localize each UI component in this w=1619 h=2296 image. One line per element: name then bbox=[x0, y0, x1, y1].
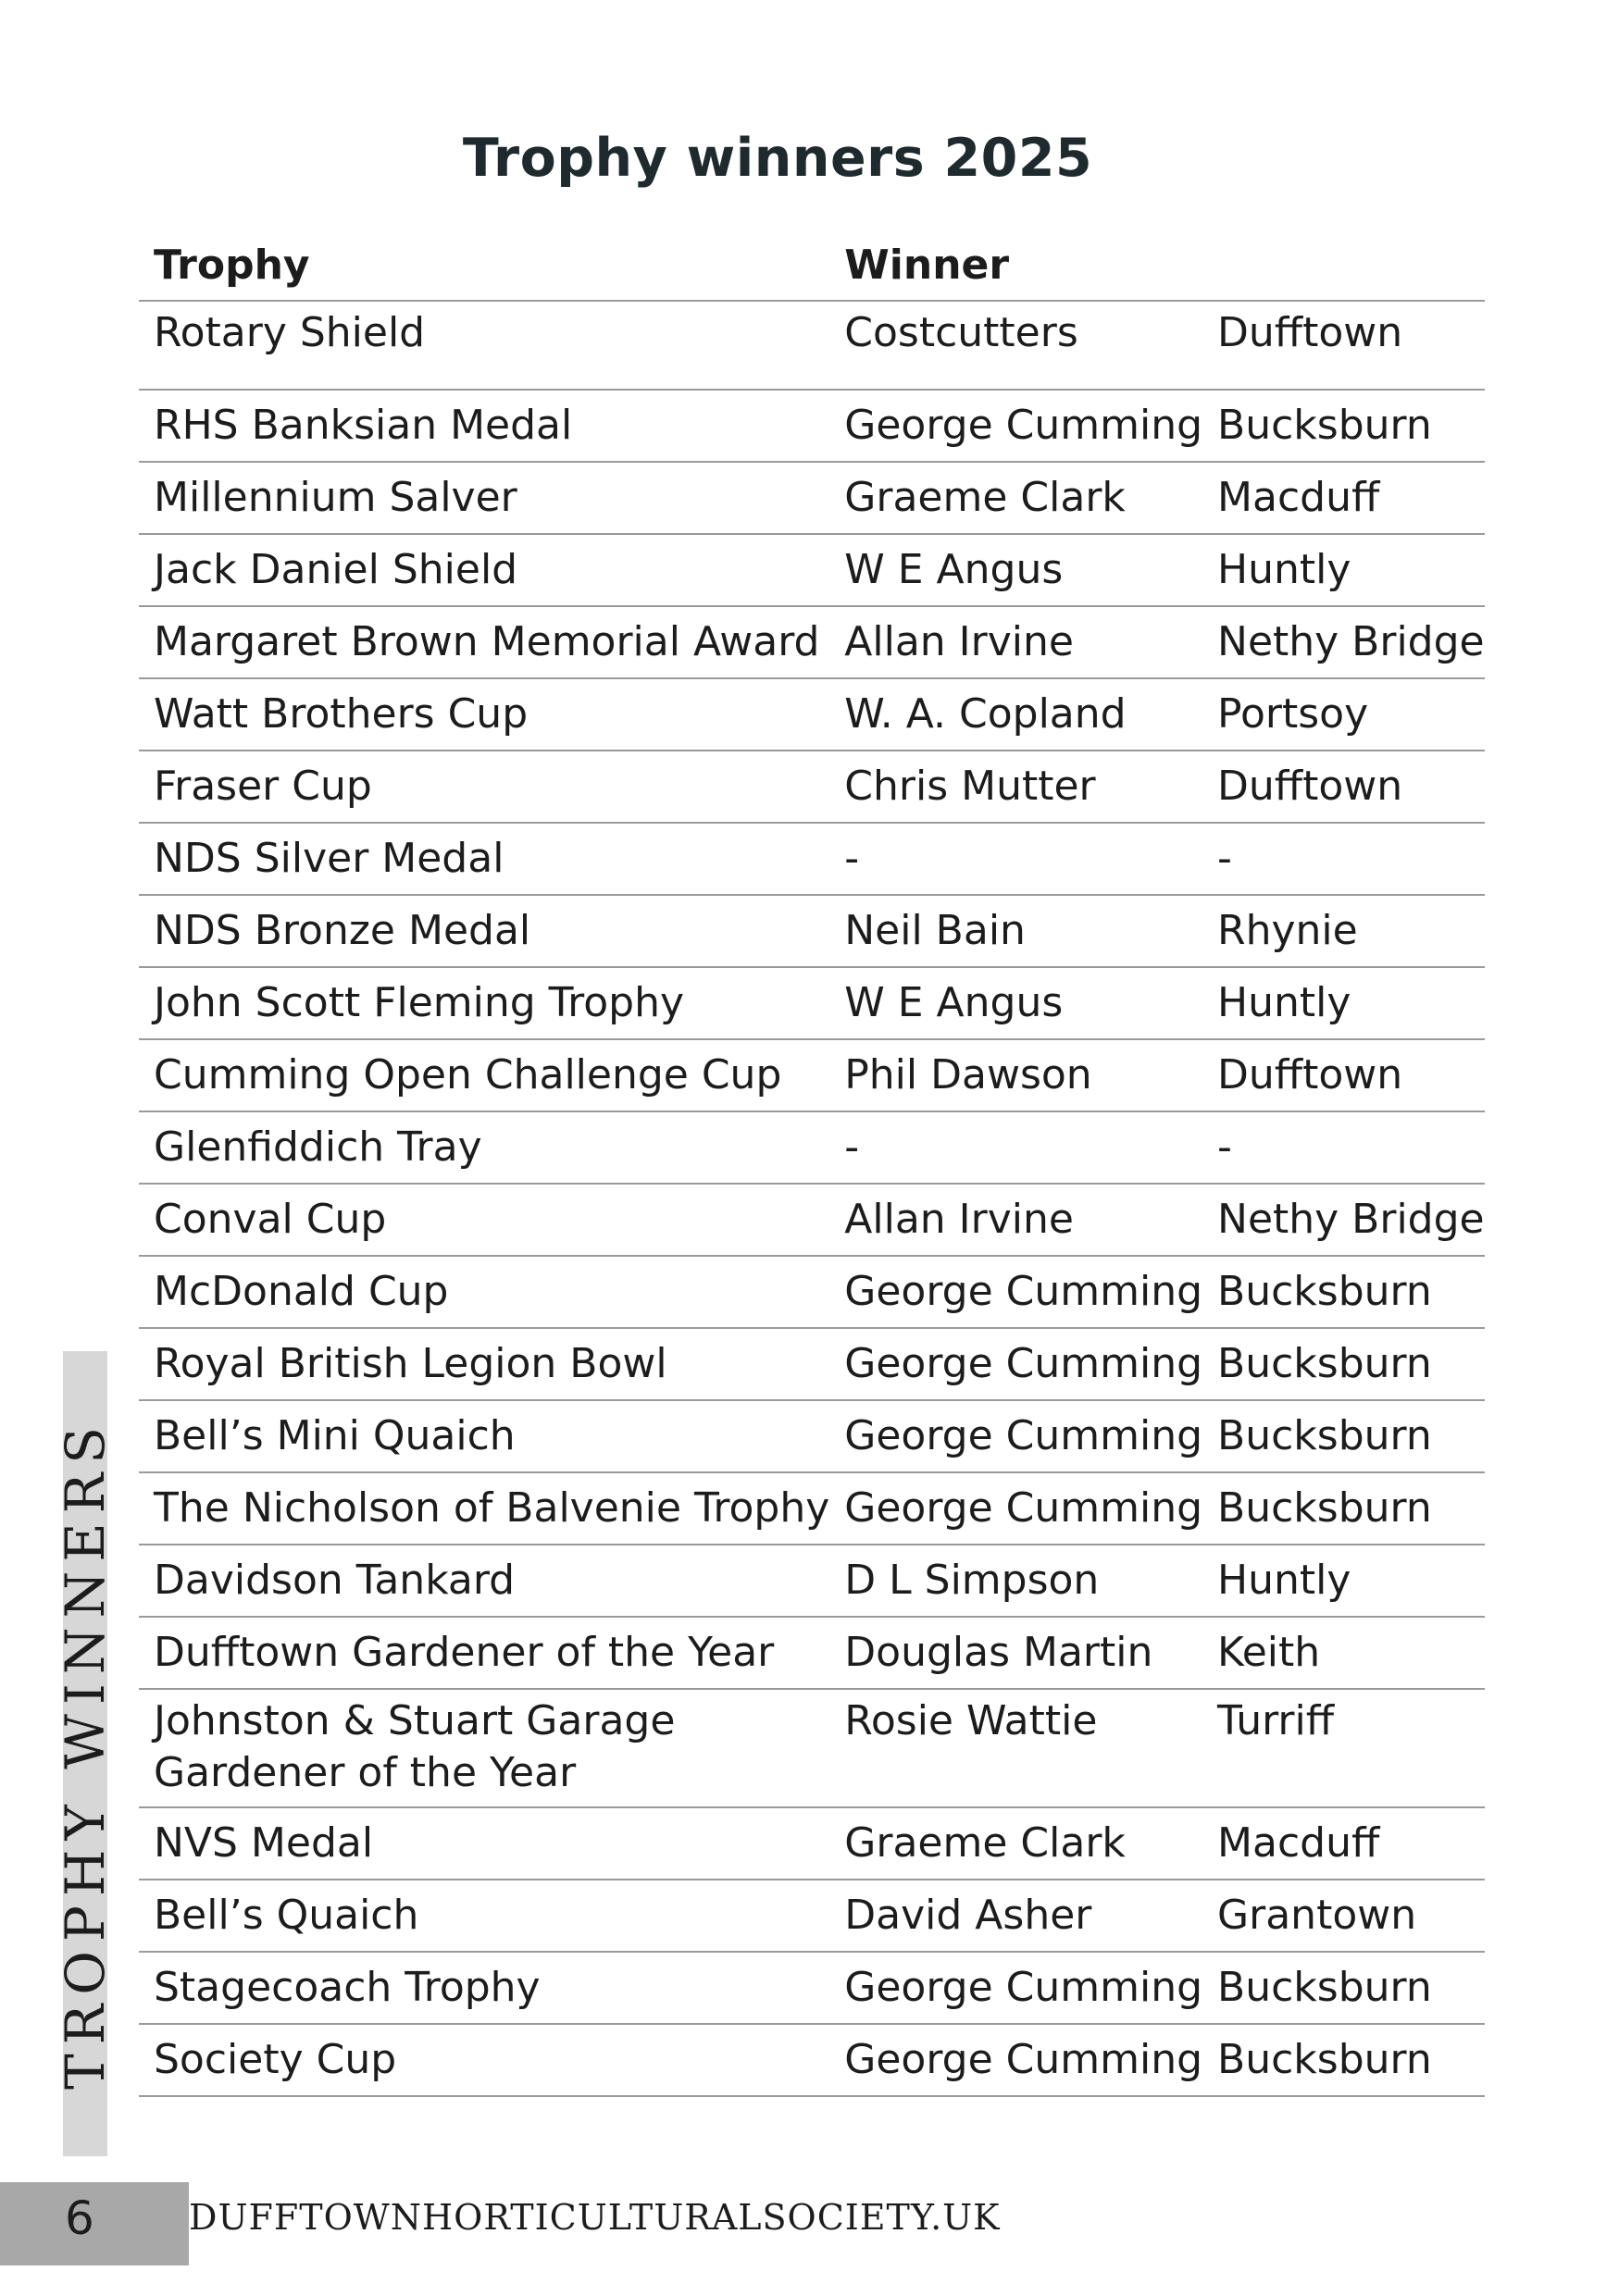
winner-cell: George Cumming bbox=[829, 1472, 1202, 1545]
trophy-cell: Stagecoach Trophy bbox=[139, 1952, 829, 2024]
table-row bbox=[139, 2024, 1485, 2096]
location-cell: Bucksburn bbox=[1202, 1256, 1485, 1328]
location-cell: Bucksburn bbox=[1202, 1472, 1485, 1545]
winner-cell: Phil Dawson bbox=[829, 1039, 1202, 1111]
trophy-cell: Glenfiddich Tray bbox=[139, 1111, 829, 1184]
location-cell: Bucksburn bbox=[1202, 1328, 1485, 1400]
location-cell: - bbox=[1202, 1111, 1485, 1184]
winner-cell: W. A. Copland bbox=[829, 678, 1202, 751]
location-cell: Huntly bbox=[1202, 534, 1485, 606]
header-location bbox=[1202, 233, 1485, 301]
header-winner: Winner bbox=[829, 233, 1202, 301]
trophy-winners-table bbox=[139, 233, 1485, 2097]
page-number: 6 bbox=[65, 2191, 94, 2245]
location-cell: Bucksburn bbox=[1202, 390, 1485, 462]
winner-cell: Costcutters bbox=[829, 301, 1202, 390]
winner-cell: George Cumming bbox=[829, 390, 1202, 462]
trophy-cell: Margaret Brown Memorial Award bbox=[139, 606, 829, 678]
table-row bbox=[139, 1880, 1485, 1952]
table-row bbox=[139, 1689, 1485, 1807]
location-cell: Rhynie bbox=[1202, 895, 1485, 967]
table-row bbox=[139, 606, 1485, 678]
table-row bbox=[139, 1184, 1485, 1256]
winner-cell: Graeme Clark bbox=[829, 462, 1202, 534]
winner-cell: Douglas Martin bbox=[829, 1617, 1202, 1689]
location-cell: Keith bbox=[1202, 1617, 1485, 1689]
trophy-cell: Conval Cup bbox=[139, 1184, 829, 1256]
winner-cell: Chris Mutter bbox=[829, 751, 1202, 823]
table-row bbox=[139, 678, 1485, 751]
header-trophy: Trophy bbox=[139, 233, 829, 301]
trophy-cell: Bell’s Quaich bbox=[139, 1880, 829, 1952]
trophy-cell: Jack Daniel Shield bbox=[139, 534, 829, 606]
winner-cell: Allan Irvine bbox=[829, 1184, 1202, 1256]
location-cell: Portsoy bbox=[1202, 678, 1485, 751]
table-row bbox=[139, 1400, 1485, 1472]
trophy-cell: Cumming Open Challenge Cup bbox=[139, 1039, 829, 1111]
location-cell: Nethy Bridge bbox=[1202, 606, 1485, 678]
winner-cell: - bbox=[829, 823, 1202, 895]
winner-cell: Graeme Clark bbox=[829, 1807, 1202, 1880]
location-cell: Bucksburn bbox=[1202, 1400, 1485, 1472]
winner-cell: - bbox=[829, 1111, 1202, 1184]
location-cell: Macduff bbox=[1202, 462, 1485, 534]
trophy-cell: NVS Medal bbox=[139, 1807, 829, 1880]
trophy-cell: Society Cup bbox=[139, 2024, 829, 2096]
table-row bbox=[139, 895, 1485, 967]
trophy-cell: Watt Brothers Cup bbox=[139, 678, 829, 751]
table-row bbox=[139, 1952, 1485, 2024]
trophy-cell: Bell’s Mini Quaich bbox=[139, 1400, 829, 1472]
location-cell: Bucksburn bbox=[1202, 2024, 1485, 2096]
side-section-label: TROPHY WINNERS bbox=[54, 1417, 117, 2091]
table-row bbox=[139, 301, 1485, 390]
location-cell: Dufftown bbox=[1202, 751, 1485, 823]
location-cell: Macduff bbox=[1202, 1807, 1485, 1880]
location-cell: Huntly bbox=[1202, 967, 1485, 1039]
winner-cell: George Cumming bbox=[829, 1328, 1202, 1400]
trophy-cell: Royal British Legion Bowl bbox=[139, 1328, 829, 1400]
location-cell: Huntly bbox=[1202, 1545, 1485, 1617]
winner-cell: W E Angus bbox=[829, 967, 1202, 1039]
table-row bbox=[139, 823, 1485, 895]
trophy-cell: NDS Bronze Medal bbox=[139, 895, 829, 967]
winner-cell: Neil Bain bbox=[829, 895, 1202, 967]
table-row bbox=[139, 1256, 1485, 1328]
trophy-cell: Rotary Shield bbox=[139, 301, 829, 390]
winner-cell: George Cumming bbox=[829, 2024, 1202, 2096]
location-cell: Grantown bbox=[1202, 1880, 1485, 1952]
trophy-cell: Fraser Cup bbox=[139, 751, 829, 823]
trophy-cell: Millennium Salver bbox=[139, 462, 829, 534]
winner-cell: W E Angus bbox=[829, 534, 1202, 606]
winner-cell: George Cumming bbox=[829, 1256, 1202, 1328]
page-title: Trophy winners 2025 bbox=[462, 128, 1093, 189]
trophy-cell: McDonald Cup bbox=[139, 1256, 829, 1328]
table-row bbox=[139, 390, 1485, 462]
table-row bbox=[139, 1039, 1485, 1111]
winner-cell: David Asher bbox=[829, 1880, 1202, 1952]
trophy-cell: Davidson Tankard bbox=[139, 1545, 829, 1617]
location-cell: - bbox=[1202, 823, 1485, 895]
winner-cell: George Cumming bbox=[829, 1952, 1202, 2024]
trophy-cell: Dufftown Gardener of the Year bbox=[139, 1617, 829, 1689]
winner-cell: Rosie Wattie bbox=[829, 1689, 1202, 1807]
location-cell: Turriff bbox=[1202, 1689, 1485, 1807]
table-row bbox=[139, 751, 1485, 823]
trophy-cell: Johnston & Stuart Garage Gardener of the Year bbox=[139, 1689, 829, 1807]
table-row bbox=[139, 1328, 1485, 1400]
winner-cell: D L Simpson bbox=[829, 1545, 1202, 1617]
table-row bbox=[139, 534, 1485, 606]
footer-website: DUFFTOWNHORTICULTURALSOCIETY.UK bbox=[189, 2197, 1001, 2238]
table-row bbox=[139, 1111, 1485, 1184]
trophy-cell: The Nicholson of Balvenie Trophy bbox=[139, 1472, 829, 1545]
location-cell: Dufftown bbox=[1202, 1039, 1485, 1111]
table-row bbox=[139, 1472, 1485, 1545]
location-cell: Nethy Bridge bbox=[1202, 1184, 1485, 1256]
location-cell: Dufftown bbox=[1202, 301, 1485, 390]
page-number-box bbox=[0, 2182, 189, 2265]
table-row bbox=[139, 967, 1485, 1039]
trophy-cell: RHS Banksian Medal bbox=[139, 390, 829, 462]
winner-cell: George Cumming bbox=[829, 1400, 1202, 1472]
table-row bbox=[139, 1807, 1485, 1880]
winner-cell: Allan Irvine bbox=[829, 606, 1202, 678]
table-row bbox=[139, 462, 1485, 534]
table-row bbox=[139, 1617, 1485, 1689]
table-row bbox=[139, 1545, 1485, 1617]
table-header-row bbox=[139, 233, 1485, 301]
location-cell: Bucksburn bbox=[1202, 1952, 1485, 2024]
trophy-cell: John Scott Fleming Trophy bbox=[139, 967, 829, 1039]
trophy-cell: NDS Silver Medal bbox=[139, 823, 829, 895]
